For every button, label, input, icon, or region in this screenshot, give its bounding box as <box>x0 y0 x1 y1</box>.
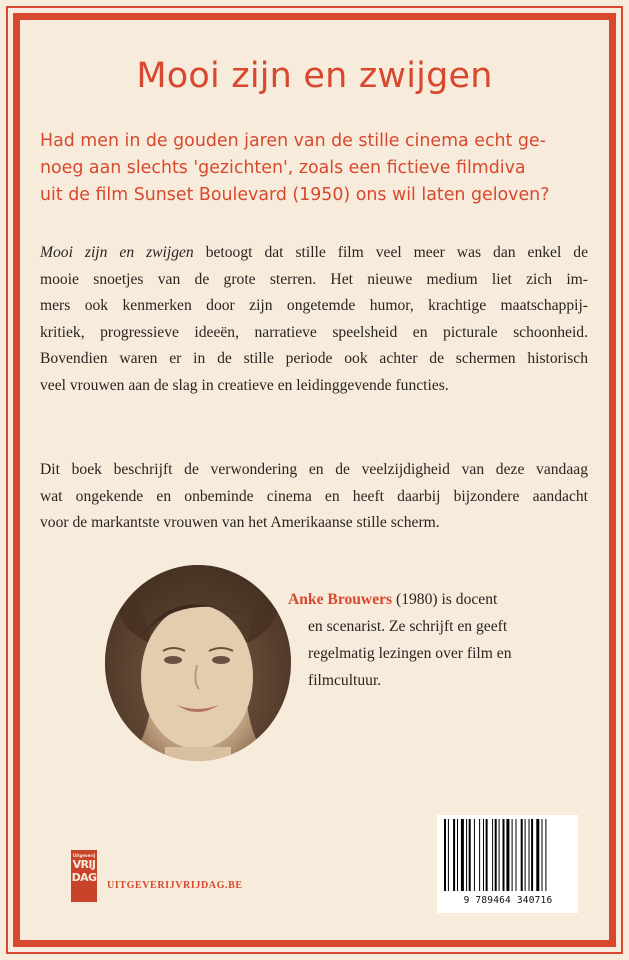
barcode-bar <box>474 819 475 891</box>
barcode-bar <box>506 819 509 891</box>
paragraph-line: kritiek, progressieve ideeën, narratieve speelsheid en picturale schoonheid. <box>40 323 588 341</box>
barcode-bar <box>466 819 467 891</box>
barcode-bar <box>516 819 517 891</box>
barcode-bar <box>479 819 480 891</box>
bio-line: regelmatig lezingen over film en <box>308 645 512 662</box>
barcode-bar <box>531 819 533 891</box>
barcode-bar <box>492 819 493 891</box>
barcode-bar <box>448 819 449 891</box>
book-title-italic: Mooi zijn en zwijgen <box>40 244 194 261</box>
paragraph-line: Dit boek beschrijft de verwondering en de veelzijdigheid van deze vandaag <box>40 461 588 478</box>
barcode-bar <box>512 819 513 891</box>
author-bio <box>288 586 588 694</box>
barcode-bar <box>503 819 505 891</box>
paragraph-line: voor de markantste vrouwen van het Amerikaanse stille scherm. <box>40 514 440 531</box>
barcode-bar <box>525 819 526 891</box>
barcode-bar <box>444 819 446 891</box>
paragraph-line: wat ongekende en onbeminde cinema en heeft daarbij bijzondere aandacht <box>40 487 588 505</box>
paragraph-line: mooie snoetjes van de grote sterren. Het nieuwe medium liet zich im- <box>40 270 588 288</box>
paragraph-2 <box>40 457 588 537</box>
intro-line: Had men in de gouden jaren van de stille cinema echt ge- <box>40 131 546 151</box>
bio-line: filmcultuur. <box>308 672 382 689</box>
author-portrait <box>105 565 291 761</box>
barcode-bar <box>495 819 497 891</box>
barcode-bar <box>469 819 471 891</box>
barcode-bar <box>521 819 523 891</box>
barcode-bar <box>545 819 546 891</box>
logo-text-line2: DAG <box>71 871 97 884</box>
intro-line: uit de film Sunset Boulevard (1950) ons wil laten geloven? <box>40 185 550 205</box>
barcode-bar <box>483 819 484 891</box>
paragraph-1 <box>40 240 588 399</box>
intro-text <box>40 128 588 209</box>
author-name: Anke Brouwers <box>288 591 393 608</box>
paragraph-line-rest: betoogt dat stille film veel meer was dan enkel de <box>193 244 588 261</box>
barcode-bar <box>457 819 458 891</box>
barcode-bar <box>453 819 455 891</box>
portrait-illustration <box>105 565 291 761</box>
barcode-bar <box>536 819 539 891</box>
paragraph-line: veel vrouwen aan de slag in creatieve en leidinggevende functies. <box>40 376 449 394</box>
barcode-bar <box>542 819 543 891</box>
logo-text-line1: VRIJ <box>72 858 96 871</box>
paragraph-line: Bovendien waren er in de stille periode ook achter de schermen historisch <box>40 350 588 367</box>
bio-line: en scenarist. Ze schrijft en geeft <box>308 618 508 635</box>
bio-line-rest: (1980) is docent <box>392 591 498 608</box>
barcode-bar <box>499 819 500 891</box>
publisher-website: UITGEVERIJVRIJDAG.BE <box>107 880 243 891</box>
bio-line <box>288 586 588 613</box>
barcode-bar <box>486 819 488 891</box>
book-title: Mooi zijn en zwijgen <box>136 56 493 96</box>
barcode-bar <box>461 819 464 891</box>
barcode-digits: 9 789464 340716 <box>463 895 553 906</box>
paragraph-line <box>40 240 588 267</box>
publisher-logo <box>71 850 97 902</box>
paragraph-line: mers ook kenmerken door zijn ongetemde humor, krachtige maatschappij- <box>40 297 588 314</box>
intro-line: noeg aan slechts 'gezichten', zoals een fictieve filmdiva <box>40 158 526 178</box>
barcode-bar <box>529 819 530 891</box>
logo-top-text: Uitgeverij <box>72 853 96 858</box>
